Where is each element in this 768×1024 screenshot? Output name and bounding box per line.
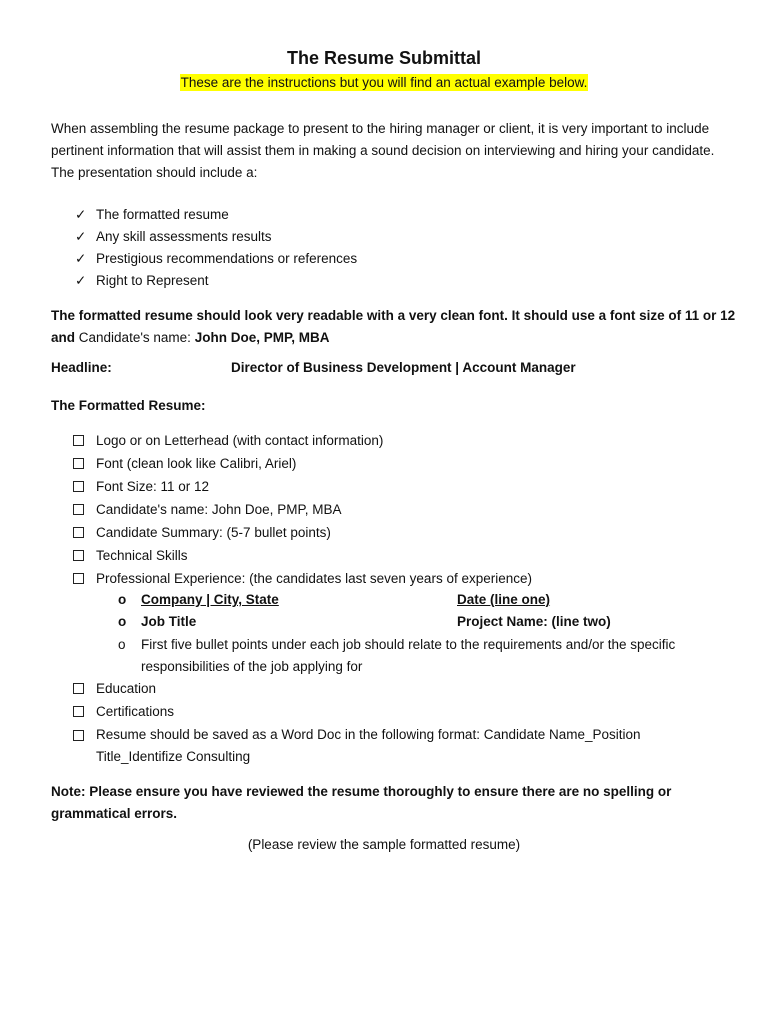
checkbox-item	[73, 476, 733, 498]
font-note-bold: The formatted resume should look very readable with a very clean font. It should use a font size of 11 or 12 and	[51, 308, 736, 345]
package-checklist	[75, 204, 357, 292]
checkbox-icon	[73, 550, 84, 561]
headline-value: Director of Business Development | Account Manager	[231, 360, 576, 375]
document-title: The Resume Submittal	[286, 48, 482, 68]
bullet-points-instruction: First five bullet points under each job should relate to the requirements and/or the specific responsibilities of the job applying for	[141, 637, 676, 674]
checklist-item-label: Right to Represent	[96, 273, 209, 288]
checkbox-item-label: Font (clean look like Calibri, Ariel)	[96, 456, 297, 471]
checklist-item-label: The formatted resume	[96, 207, 229, 222]
sub-item-company	[118, 589, 550, 611]
checkbox-icon	[73, 435, 84, 446]
checkbox-item-label: Candidate Summary: (5-7 bullet points)	[96, 525, 331, 540]
checkbox-item-label: Technical Skills	[96, 548, 188, 563]
font-note-label: Candidate's name:	[78, 330, 191, 345]
sub-bullet-icon: o	[118, 637, 126, 652]
subtitle-line	[0, 75, 768, 90]
checkbox-item-label: Professional Experience: (the candidates last seven years of experience)	[96, 571, 532, 586]
checkbox-icon	[73, 458, 84, 469]
checkbox-item-label: Candidate's name: John Doe, PMP, MBA	[96, 502, 342, 517]
checkbox-item	[73, 545, 733, 567]
checkbox-item-label: Resume should be saved as a Word Doc in the following format: Candidate Name_Position Title_Identifize Consulting	[96, 727, 641, 764]
checkbox-item	[73, 499, 733, 521]
review-note: (Please review the sample formatted resume)	[247, 837, 521, 852]
checkbox-icon	[73, 527, 84, 538]
font-note-name: John Doe, PMP, MBA	[194, 330, 330, 345]
checkbox-item-label: Certifications	[96, 704, 175, 719]
checkbox-icon	[73, 706, 84, 717]
checkbox-icon	[73, 573, 84, 584]
formatted-resume-heading: The Formatted Resume:	[51, 398, 206, 413]
sub-item-bullet-points	[118, 634, 718, 678]
checkbox-item	[73, 724, 733, 768]
note-paragraph: Note: Please ensure you have reviewed the resume thoroughly to ensure there are no spelling or grammatical errors.	[51, 784, 672, 821]
highlighted-subtitle: These are the instructions but you will find an actual example below.	[180, 75, 588, 90]
checkbox-item	[73, 678, 733, 700]
checkbox-icon	[73, 683, 84, 694]
checkmark-icon: ✓	[75, 229, 87, 244]
checkbox-icon	[73, 730, 84, 741]
checkbox-item-label: Education	[96, 681, 157, 696]
company-city-state: Company | City, State	[141, 592, 279, 607]
headline-row	[51, 360, 576, 375]
checklist-item	[75, 270, 357, 292]
checklist-item	[75, 248, 357, 270]
checkbox-item	[73, 568, 733, 590]
checkmark-icon: ✓	[75, 273, 87, 288]
checkbox-item	[73, 701, 733, 723]
formatted-resume-checklist-continued	[73, 678, 733, 768]
checkbox-item	[73, 430, 733, 452]
checklist-item	[75, 226, 357, 248]
sub-bullet-icon: o	[118, 614, 127, 629]
project-name-line-two: Project Name: (line two)	[457, 614, 611, 629]
checkbox-icon	[73, 481, 84, 492]
checklist-item	[75, 204, 357, 226]
checkbox-item	[73, 522, 733, 544]
sub-bullet-icon: o	[118, 592, 127, 607]
checkbox-icon	[73, 504, 84, 515]
checkmark-icon: ✓	[75, 207, 87, 222]
checkbox-item-label: Logo or on Letterhead (with contact information)	[96, 433, 384, 448]
checklist-item-label: Prestigious recommendations or references	[96, 251, 358, 266]
date-line-one: Date (line one)	[457, 592, 551, 607]
checkbox-item-label: Font Size: 11 or 12	[96, 479, 210, 494]
checkmark-icon: ✓	[75, 251, 87, 266]
intro-paragraph: When assembling the resume package to present to the hiring manager or client, it is very important to include pertinent information that will assist them in making a sound decision on interviewing and hiring your candidate. The presentation should include a:	[51, 121, 715, 180]
font-note-paragraph	[51, 305, 741, 349]
checklist-item-label: Any skill assessments results	[96, 229, 272, 244]
sub-item-job-title	[118, 611, 611, 633]
formatted-resume-checklist	[73, 430, 733, 590]
headline-label: Headline:	[51, 360, 112, 375]
checkbox-item	[73, 453, 733, 475]
job-title: Job Title	[141, 614, 197, 629]
